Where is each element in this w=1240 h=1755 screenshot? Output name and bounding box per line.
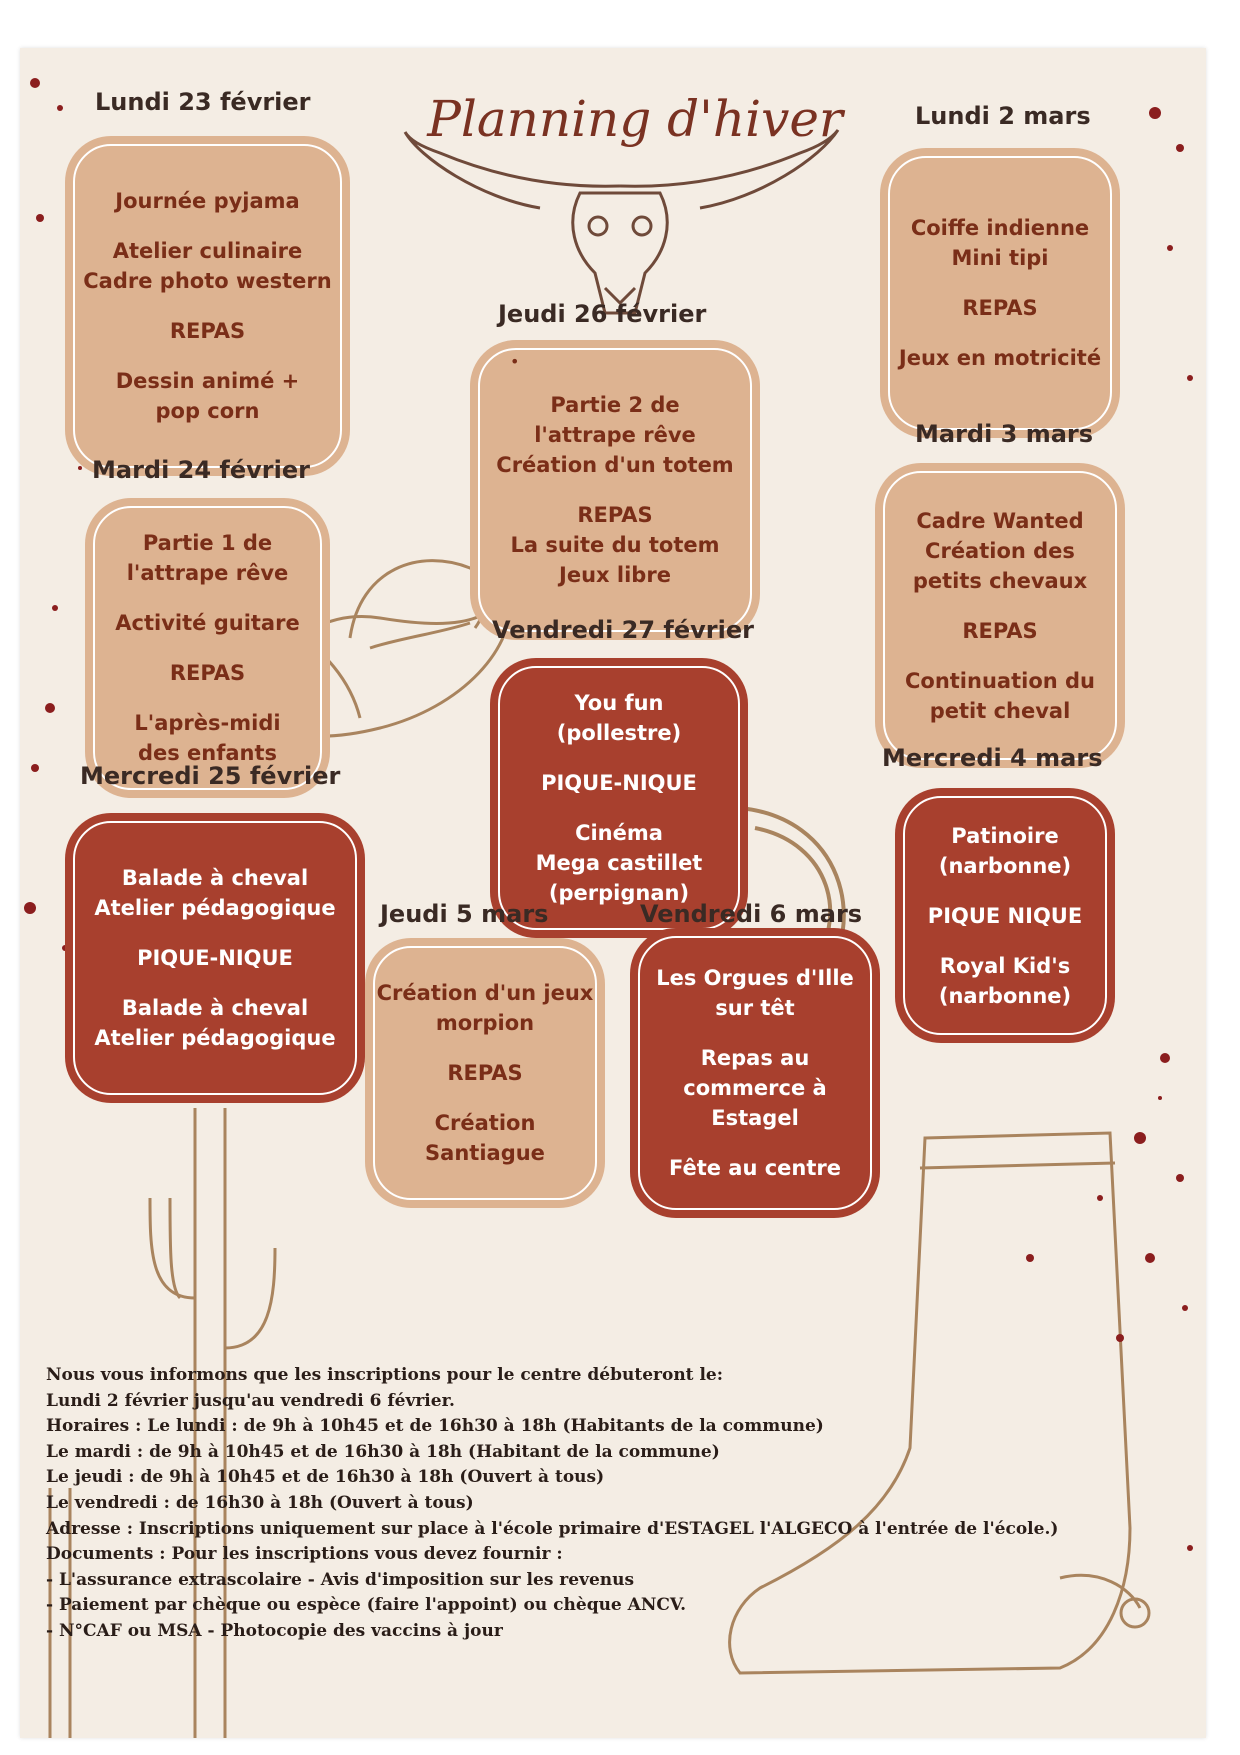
info-doc-assurance: - L'assurance extrascolaire - Avis d'imposition sur les revenus [46, 1569, 635, 1590]
info-intro: Nous vous informons que les inscriptions pour le centre débuteront le: [46, 1365, 723, 1385]
activity-line: You fun [574, 691, 664, 715]
day-label-mardi-24-fevrier: Mardi 24 février [92, 456, 310, 484]
activity-line: Création des [925, 538, 1075, 563]
activity-line: morpion [435, 1011, 535, 1035]
activity-card-mardi-3-mars [875, 463, 1125, 768]
activity-line: REPAS [447, 1061, 523, 1085]
activity-line: Royal Kid's [939, 953, 1071, 978]
bull-skull-illustration [405, 130, 838, 313]
activity-card-vendredi-27-fevrier [490, 658, 748, 938]
info-adresse: Adresse : Inscriptions uniquement sur place à l'école primaire d'ESTAGEL l'ALGECO à l'entrée de l'école.) [46, 1518, 1059, 1539]
day-label-mardi-3-mars: Mardi 3 mars [915, 420, 1094, 448]
activity-line: (perpignan) [548, 881, 690, 905]
bullet-point: • [510, 352, 520, 371]
activity-line: Dessin animé + [115, 369, 300, 393]
activity-line: Les Orgues d'Ille [656, 966, 854, 990]
activity-card-lundi-2-mars [880, 148, 1120, 438]
activity-line: Coiffe indienne [910, 216, 1090, 240]
activity-line: Création Santiague [425, 1111, 545, 1165]
info-horaires-vendredi: Le vendredi : de 16h30 à 18h (Ouvert à tous) [46, 1492, 474, 1513]
activity-line: Balade à cheval [121, 996, 309, 1020]
info-doc-caf: - N°CAF ou MSA - Photocopie des vaccins à jour [46, 1620, 503, 1641]
activity-line: PIQUE-NIQUE [137, 946, 293, 970]
day-label-mercredi-4-mars: Mercredi 4 mars [882, 744, 1103, 772]
activity-line: commerce à [683, 1076, 827, 1100]
activity-card-mercredi-25-fevrier [65, 813, 365, 1103]
activity-line: Activité guitare [115, 611, 300, 635]
activity-line: Estagel [711, 1106, 799, 1130]
day-label-lundi-2-mars: Lundi 2 mars [915, 102, 1091, 130]
activity-line: petit cheval [929, 698, 1071, 723]
activity-card-mardi-24-fevrier [85, 498, 330, 798]
activity-card-vendredi-6-mars [630, 928, 880, 1218]
activity-line: petits chevaux [912, 568, 1088, 593]
day-label-jeudi-26-fevrier: Jeudi 26 février [498, 300, 707, 328]
activity-line: Mega castillet [535, 851, 703, 875]
activity-line: des enfants [137, 741, 278, 765]
activity-line: Balade à cheval [121, 866, 309, 890]
activity-line: Partie 2 de [550, 393, 680, 417]
activity-line: La suite du totem [510, 533, 720, 557]
activity-line: Cadre Wanted [916, 508, 1084, 533]
activity-line: REPAS [169, 319, 246, 343]
activity-line: Fête au centre [668, 1156, 842, 1180]
activity-card-mercredi-4-mars [895, 788, 1115, 1043]
info-horaires-jeudi: Le jeudi : de 9h à 10h45 et de 16h30 à 18h (Ouvert à tous) [46, 1467, 605, 1488]
activity-line: Partie 1 de [142, 531, 273, 555]
activity-line: L'après-midi [134, 711, 281, 735]
activity-card-jeudi-26-fevrier [470, 340, 760, 640]
activity-line: l'attrape rêve [126, 561, 289, 585]
activity-line: Création d'un jeux [376, 981, 594, 1005]
activity-card-jeudi-5-mars [365, 938, 605, 1208]
activity-line: Repas au [700, 1046, 810, 1070]
activity-card-lundi-23-fevrier [65, 136, 350, 476]
info-horaires-lundi: Horaires : Le lundi : de 9h à 10h45 et de 16h30 à 18h (Habitants de la commune) [46, 1416, 824, 1437]
activity-line: (pollestre) [556, 721, 682, 745]
day-label-vendredi-6-mars: Vendredi 6 mars [640, 900, 863, 928]
activity-line: Mini tipi [951, 246, 1049, 270]
activity-line: (narbonne) [938, 853, 1072, 878]
activity-line: Cadre photo western [83, 269, 332, 293]
activity-line: l'attrape rêve [534, 423, 696, 447]
activity-line: Cinéma [575, 821, 663, 845]
day-label-vendredi-27-fevrier: Vendredi 27 février [492, 616, 754, 644]
info-horaires-mardi: Le mardi : de 9h à 10h45 et de 16h30 à 18h (Habitant de la commune) [46, 1441, 720, 1462]
activity-line: Jeux en motricité [898, 346, 1102, 370]
day-label-mercredi-25-fevrier: Mercredi 25 février [80, 762, 341, 790]
activity-line: Continuation du [904, 668, 1095, 693]
activity-line: PIQUE-NIQUE [541, 771, 697, 795]
info-dates: Lundi 2 février jusqu'au vendredi 6 février. [46, 1390, 455, 1411]
activity-line: Atelier pédagogique [94, 1026, 336, 1050]
activity-line: REPAS [169, 661, 246, 685]
activity-line: Jeux libre [559, 563, 671, 587]
activity-line: Journée pyjama [115, 189, 300, 213]
info-doc-paiement: - Paiement par chèque ou espèce (faire l'appoint) ou chèque ANCV. [46, 1595, 687, 1616]
activity-line: PIQUE NIQUE [927, 903, 1083, 928]
registration-info [46, 1363, 1166, 1645]
activity-line: sur têt [715, 996, 795, 1020]
activity-line: pop corn [155, 399, 260, 423]
activity-line: Patinoire [951, 823, 1059, 848]
flyer-page [20, 48, 1206, 1738]
activity-line: REPAS [962, 618, 1038, 643]
activity-line: Création d'un totem [496, 453, 734, 477]
day-label-lundi-23-fevrier: Lundi 23 février [95, 88, 311, 116]
activity-line: Atelier culinaire [112, 239, 303, 263]
day-label-jeudi-5-mars: Jeudi 5 mars [380, 900, 549, 928]
info-documents: Documents : Pour les inscriptions vous devez fournir : [46, 1544, 563, 1565]
page-title: Planning d'hiver [427, 90, 843, 148]
activity-line: REPAS [962, 296, 1038, 320]
activity-line: (narbonne) [938, 983, 1072, 1008]
activity-line: Atelier pédagogique [94, 896, 336, 920]
activity-line: REPAS [577, 503, 653, 527]
